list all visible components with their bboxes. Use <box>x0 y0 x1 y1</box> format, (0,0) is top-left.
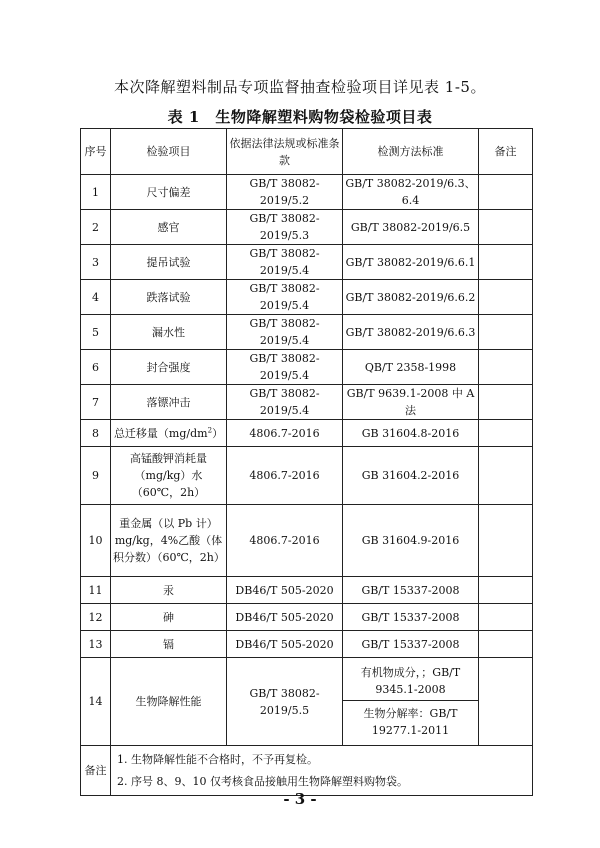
header-method: 检测方法标准 <box>343 129 479 175</box>
row-method: GB/T 38082-2019/6.6.3 <box>343 315 479 350</box>
row-note <box>479 658 533 746</box>
row-item: 提吊试验 <box>111 245 227 280</box>
intro-paragraph: 本次降解塑料制品专项监督抽查检验项目详见表 1-5。 <box>114 78 486 96</box>
row-method: GB/T 9639.1-2008 中 A 法 <box>343 385 479 420</box>
notes-row <box>81 746 533 796</box>
note-line-1: 1. 生物降解性能不合格时，不予再复检。 <box>117 752 318 766</box>
row-basis: GB/T 38082-2019/5.4 <box>227 385 343 420</box>
row-note <box>479 210 533 245</box>
row-basis: GB/T 38082-2019/5.4 <box>227 280 343 315</box>
header-no: 序号 <box>81 129 111 175</box>
row-item: 落镖冲击 <box>111 385 227 420</box>
row-note <box>479 175 533 210</box>
table-row <box>81 315 533 350</box>
row-no: 12 <box>81 604 111 631</box>
header-note: 备注 <box>479 129 533 175</box>
row-item: 砷 <box>111 604 227 631</box>
row-note <box>479 280 533 315</box>
table-row <box>81 658 533 746</box>
row-basis: GB/T 38082-2019/5.4 <box>227 245 343 280</box>
row-item: 高锰酸钾消耗量（mg/kg）水（60℃，2h） <box>111 447 227 505</box>
row-item: 尺寸偏差 <box>111 175 227 210</box>
row-method: GB/T 38082-2019/6.6.1 <box>343 245 479 280</box>
header-basis: 依据法律法规或标准条款 <box>227 129 343 175</box>
row-basis: GB/T 38082-2019/5.2 <box>227 175 343 210</box>
table-row <box>81 245 533 280</box>
table-row <box>81 631 533 658</box>
row-note <box>479 505 533 577</box>
row-note <box>479 350 533 385</box>
table-row <box>81 447 533 505</box>
page-number: - 3 - <box>283 790 317 808</box>
inspection-items-table <box>80 128 533 796</box>
row-note <box>479 447 533 505</box>
row-basis: GB/T 38082-2019/5.4 <box>227 315 343 350</box>
row-no: 1 <box>81 175 111 210</box>
row-no: 4 <box>81 280 111 315</box>
row-no: 7 <box>81 385 111 420</box>
row-basis: 4806.7-2016 <box>227 505 343 577</box>
row-basis: GB/T 38082-2019/5.4 <box>227 350 343 385</box>
unit-superscript: 2 <box>207 425 213 434</box>
row-item <box>111 420 227 447</box>
row-no: 8 <box>81 420 111 447</box>
row-note <box>479 315 533 350</box>
row-item: 感官 <box>111 210 227 245</box>
row-method <box>343 658 479 746</box>
row-no: 6 <box>81 350 111 385</box>
row-basis: 4806.7-2016 <box>227 420 343 447</box>
notes-label: 备注 <box>81 746 111 796</box>
table-row <box>81 280 533 315</box>
row-item: 汞 <box>111 577 227 604</box>
row-note <box>479 385 533 420</box>
row-note <box>479 577 533 604</box>
table-row <box>81 175 533 210</box>
header-item: 检验项目 <box>111 129 227 175</box>
row-basis: GB/T 38082-2019/5.5 <box>227 658 343 746</box>
row-note <box>479 604 533 631</box>
row-item: 镉 <box>111 631 227 658</box>
row-item: 跌落试验 <box>111 280 227 315</box>
row-item: 漏水性 <box>111 315 227 350</box>
method-organic-content: 有机物成分，；GB/T 9345.1-2008 <box>360 666 461 696</box>
table-header-row <box>81 129 533 175</box>
row-method: GB/T 15337-2008 <box>343 631 479 658</box>
row-item-tail: ） <box>212 426 224 440</box>
row-method: GB 31604.9-2016 <box>343 505 479 577</box>
row-item-text: 总迁移量（mg/dm <box>113 426 208 440</box>
row-no: 9 <box>81 447 111 505</box>
row-basis: DB46/T 505-2020 <box>227 631 343 658</box>
row-method: GB/T 38082-2019/6.6.2 <box>343 280 479 315</box>
table-row <box>81 604 533 631</box>
notes-content <box>111 746 533 796</box>
row-note <box>479 245 533 280</box>
row-no: 13 <box>81 631 111 658</box>
table-row <box>81 420 533 447</box>
note-line-2: 2. 序号 8、9、10 仅考核食品接触用生物降解塑料购物袋。 <box>117 774 408 788</box>
row-no: 5 <box>81 315 111 350</box>
table-row <box>81 577 533 604</box>
row-method: GB/T 15337-2008 <box>343 604 479 631</box>
row-basis: DB46/T 505-2020 <box>227 577 343 604</box>
method-biodegradation-rate: 生物分解率：GB/T 19277.1-2011 <box>343 700 478 739</box>
row-method: QB/T 2358-1998 <box>343 350 479 385</box>
row-method: GB 31604.2-2016 <box>343 447 479 505</box>
row-basis: GB/T 38082-2019/5.3 <box>227 210 343 245</box>
table-row <box>81 350 533 385</box>
row-item: 生物降解性能 <box>111 658 227 746</box>
table-row <box>81 385 533 420</box>
row-basis: 4806.7-2016 <box>227 447 343 505</box>
row-no: 3 <box>81 245 111 280</box>
table-row <box>81 210 533 245</box>
row-method: GB 31604.8-2016 <box>343 420 479 447</box>
row-no: 14 <box>81 658 111 746</box>
row-no: 2 <box>81 210 111 245</box>
table-row <box>81 505 533 577</box>
row-no: 10 <box>81 505 111 577</box>
row-item: 重金属（以 Pb 计）mg/kg，4%乙酸（体积分数）（60℃，2h） <box>111 505 227 577</box>
row-item: 封合强度 <box>111 350 227 385</box>
row-no: 11 <box>81 577 111 604</box>
row-method: GB/T 38082-2019/6.5 <box>343 210 479 245</box>
table-caption: 表 1 生物降解塑料购物袋检验项目表 <box>167 108 433 126</box>
row-method: GB/T 38082-2019/6.3、6.4 <box>343 175 479 210</box>
row-method: GB/T 15337-2008 <box>343 577 479 604</box>
row-basis: DB46/T 505-2020 <box>227 604 343 631</box>
row-note <box>479 420 533 447</box>
row-note <box>479 631 533 658</box>
